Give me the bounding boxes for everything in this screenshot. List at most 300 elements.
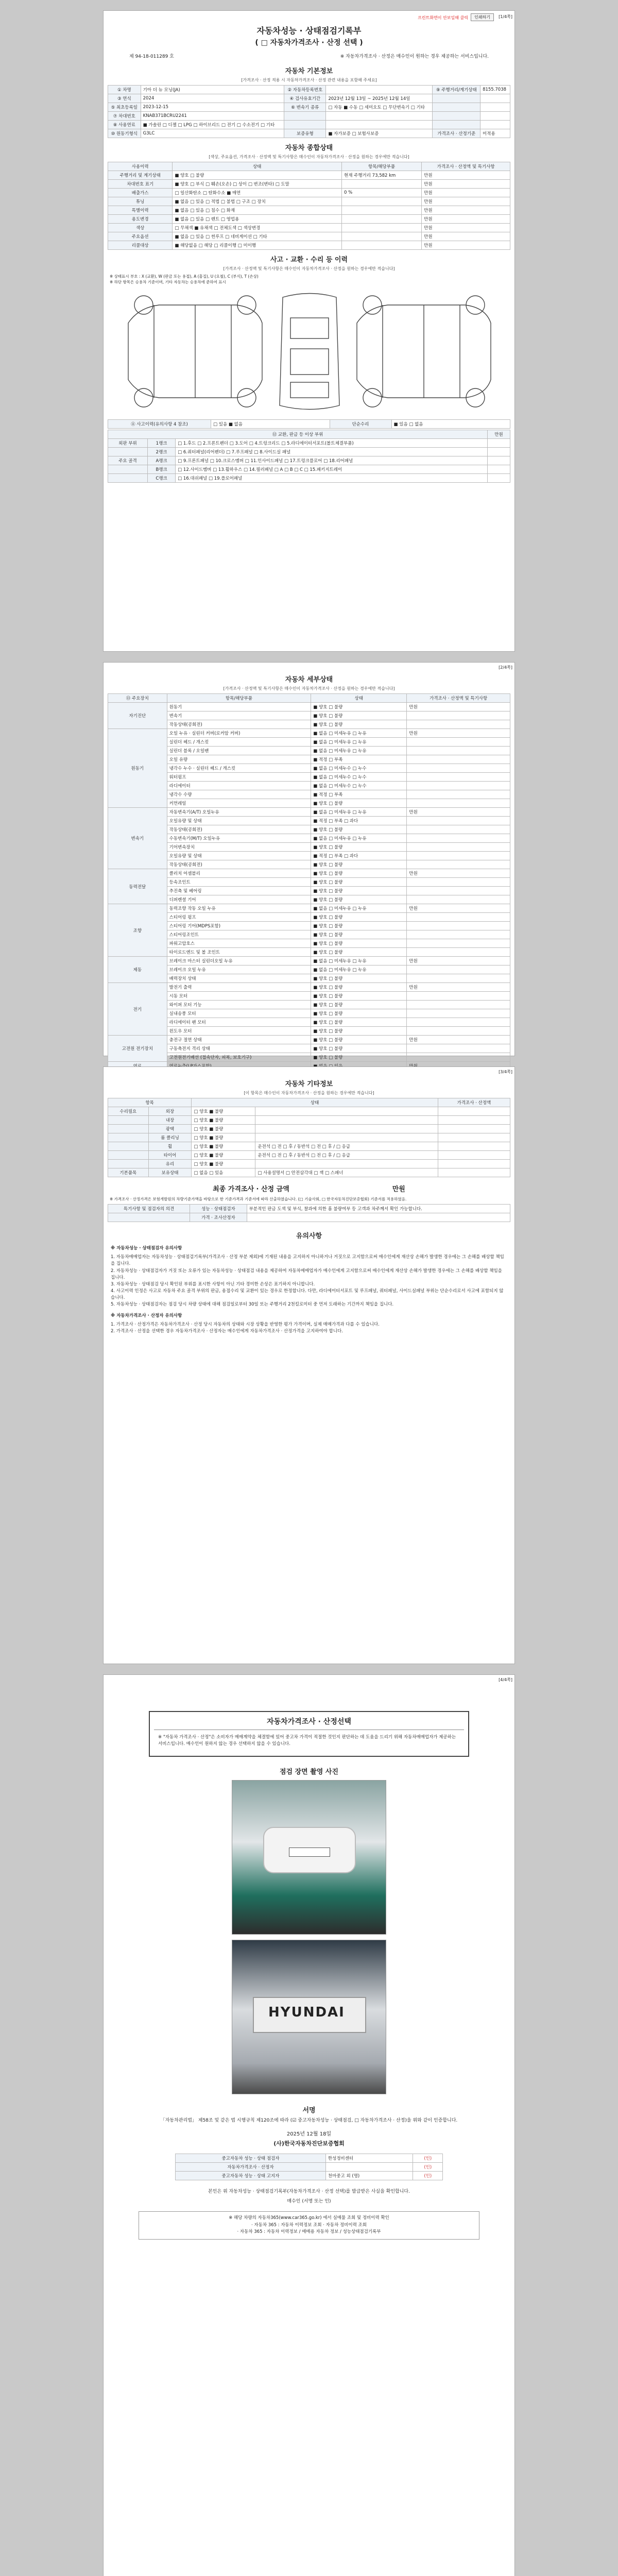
- detail-state: ■ 적정 □ 부족: [311, 755, 407, 764]
- other-detail: □ 사용설명서 □ 안전삼각대 □ 잭 □ 스패너: [255, 1168, 438, 1177]
- car-side-right: [357, 296, 491, 407]
- other-price: [438, 1125, 510, 1133]
- basic-value: 기아 더 뉴 모닝(JA): [141, 86, 284, 94]
- detail-price: [407, 825, 510, 834]
- guide-item: 5. 자동차성능 · 상태점검자는 점검 당시 차량 상태에 대해 점검일로부터 30일 또는 주행거리 2천킬로미터 중 먼저 도래하는 기간까지 책임을 집니다.: [111, 1302, 394, 1308]
- detail-price: 만원: [407, 808, 510, 817]
- basic-row: [108, 121, 510, 129]
- detail-group: 변속기: [108, 808, 167, 869]
- detail-row: [108, 703, 510, 711]
- detail-state: ■ 양호 □ 불량: [311, 930, 407, 939]
- other-row: [108, 1125, 510, 1133]
- status-price: 만원: [422, 215, 510, 224]
- other-group: 기본품목: [108, 1168, 149, 1177]
- detail-item: 추진축 및 베어링: [167, 887, 311, 895]
- sign-text: 「자동차관리법」 제58조 및 같은 법 시행규칙 제120조에 따라 (☑ 중고자동차성능 · 상태점검, □ 자동차가격조사 · 산정)을 위와 같이 인증합니다.: [160, 2117, 458, 2123]
- detail-price: [407, 764, 510, 773]
- detail-state: ■ 양호 □ 불량: [311, 983, 407, 992]
- detail-item: 냉각수 누수 · 실린더 헤드 / 개스킷: [167, 764, 311, 773]
- detail-price: [407, 1001, 510, 1009]
- detail-group: 고전원 전기장치: [108, 1036, 167, 1062]
- basic-value: ■ 가솔린 □ 디젤 □ LPG □ 하이브리드 □ 전기 □ 수소전기 □ 기타: [141, 121, 284, 129]
- other-price: [438, 1160, 510, 1168]
- basic-label: ④ 검사유효기간: [284, 94, 326, 103]
- status-value: □ 일산화탄소 □ 탄화수소 ■ 매연: [173, 189, 342, 197]
- status-label: 튜닝: [108, 197, 173, 206]
- detail-item: 충전구 절연 상태: [167, 1036, 311, 1044]
- detail-price: [407, 948, 510, 957]
- detail-row: [108, 738, 510, 747]
- accident-parts: □ 9.프론트패널 □ 10.크로스멤버 □ 11.인사이드패널 □ 17.트렁크플로어 □ 18.리어패널: [176, 456, 488, 465]
- status-value: □ 무채색 ■ 유채색 □ 전체도색 □ 색상변경: [173, 224, 342, 232]
- detail-item: 오일유량 및 상태: [167, 817, 311, 825]
- other-header: 상태: [192, 1098, 438, 1107]
- detail-item: 자동변속기(A/T) 오일누유: [167, 808, 311, 817]
- status-row: [108, 224, 510, 232]
- detail-item: 구동축전지 격리 상태: [167, 1044, 311, 1053]
- detail-state: ■ 없음 □ 미세누유 □ 누유: [311, 965, 407, 974]
- detail-item: 스티어링 펌프: [167, 913, 311, 922]
- detail-price: [407, 799, 510, 808]
- status-detail: 0 %: [342, 189, 422, 197]
- basic-label: [433, 112, 480, 121]
- other-row: [108, 1142, 510, 1151]
- detail-row: [108, 895, 510, 904]
- detail-row: [108, 860, 510, 869]
- remarks-table: [108, 1204, 510, 1222]
- detail-state: ■ 적정 □ 부족 □ 과다: [311, 852, 407, 860]
- car-top-view: [280, 294, 339, 410]
- other-price: [438, 1168, 510, 1177]
- status-label: 주요옵션: [108, 232, 173, 241]
- basic-value: 2023-12-15: [141, 103, 284, 112]
- basic-value: [480, 112, 510, 121]
- other-item: 광택: [148, 1125, 192, 1133]
- accident-rank: 1랭크: [147, 439, 175, 448]
- accident-parts-row: [108, 474, 510, 483]
- detail-state: ■ 양호 □ 불량: [311, 992, 407, 1001]
- page-number: [1/4쪽]: [499, 14, 512, 19]
- inspection-photo-front: [232, 1780, 386, 1935]
- other-item: 휠: [148, 1142, 192, 1151]
- detail-row: [108, 869, 510, 878]
- status-label: 차대번호 표기: [108, 180, 173, 189]
- footer-line-2: · 자동차 365 : 자동차 이력정보 조회 · 자동차 정비이력 조회: [251, 2222, 367, 2228]
- detail-item: 스티어링 기어(MDPS포함): [167, 922, 311, 930]
- other-group: [108, 1116, 149, 1125]
- basic-row: [108, 94, 510, 103]
- accident-area: [108, 474, 148, 483]
- guide-title: 유의사항: [296, 1232, 322, 1240]
- detail-state: ■ 없음 □ 미세누유 □ 누유: [311, 808, 407, 817]
- basic-value: [480, 103, 510, 112]
- other-row: [108, 1116, 510, 1125]
- accident-area: 주요 골격: [108, 456, 148, 465]
- other-detail: 운전석 □ 전 □ 후 / 동반석 □ 전 □ 후 / □ 응급: [255, 1151, 438, 1160]
- other-header: 항목: [108, 1098, 192, 1107]
- basic-row: [108, 129, 510, 138]
- detail-item: 기어변속장치: [167, 843, 311, 852]
- detail-item: 원동기: [167, 703, 311, 711]
- signer-row: [176, 2163, 443, 2172]
- accident-parts-row: [108, 465, 510, 474]
- basic-value: [326, 112, 433, 121]
- status-header: 가격조사 · 산정액 및 특기사항: [422, 162, 510, 171]
- detail-row: [108, 790, 510, 799]
- status-detail: [342, 224, 422, 232]
- other-row: [108, 1133, 510, 1142]
- detail-state: ■ 적정 □ 부족: [311, 790, 407, 799]
- detail-price: 만원: [407, 703, 510, 711]
- detail-item: 워터펌프: [167, 773, 311, 782]
- page-2: [103, 662, 515, 1060]
- detail-state: ■ 없음 □ 미세누유 □ 누유: [311, 747, 407, 755]
- accident-note-1: ※ 상태표시 부호 : X (교환), W (판금 또는 용접), A (흠집), U (요철), C (부식), T (손상): [110, 274, 259, 279]
- guide-heading-2: ※ 자동차가격조사 · 산정자 유의사항: [111, 1313, 182, 1318]
- basic-value: [480, 121, 510, 129]
- status-label: 주행거리 및 계기상태: [108, 171, 173, 180]
- detail-row: [108, 808, 510, 817]
- detail-group: 원동기: [108, 729, 167, 808]
- detail-item: 동력조향 작동 오일 누유: [167, 904, 311, 913]
- signer-row: [176, 2154, 443, 2163]
- detail-item: 라디에이터 팬 모터: [167, 1018, 311, 1027]
- detail-price: [407, 1053, 510, 1062]
- final-price-label: 최종 가격조사 · 산정 금액: [213, 1185, 289, 1193]
- detail-price: [407, 720, 510, 729]
- detail-item: 작동상태(공회전): [167, 825, 311, 834]
- other-state: □ 양호 ■ 불량: [192, 1160, 255, 1168]
- detail-price: [407, 974, 510, 983]
- accident-price-cell: [488, 474, 510, 483]
- detail-row: [108, 913, 510, 922]
- detail-row: [108, 1009, 510, 1018]
- accident-parts-title: ⑫ 교환, 판금 등 이상 부위: [108, 430, 488, 439]
- status-price: 만원: [422, 197, 510, 206]
- detail-state: ■ 양호 □ 불량: [311, 860, 407, 869]
- signer-name: 한성정비센터: [325, 2154, 413, 2163]
- basic-value: [326, 86, 433, 94]
- detail-row: [108, 887, 510, 895]
- basic-label: ⑤ 최초등록일: [108, 103, 141, 112]
- accident-parts-row: [108, 448, 510, 456]
- status-row: [108, 215, 510, 224]
- accident-rank: 2랭크: [147, 448, 175, 456]
- guide-item: 3. 자동차성능 · 상태점검 당시 확인된 부위를 표시한 사항이 아닌 기타 경미한 손상은 표기하지 아니합니다.: [111, 1281, 315, 1287]
- signer-name: [325, 2163, 413, 2172]
- other-detail: [255, 1125, 438, 1133]
- footer-line-3: · 자동차 365 : 자동차 이력정보 / 매매용 자동차 정보 / 성능상태점검기록부: [237, 2229, 381, 2235]
- detail-state: ■ 양호 □ 불량: [311, 1018, 407, 1027]
- detail-state: ■ 양호 □ 불량: [311, 1053, 407, 1062]
- detail-state: ■ 양호 □ 불량: [311, 869, 407, 878]
- accident-label: ⑪ 사고이력(유의사항 4 참조): [108, 420, 211, 429]
- detail-item: 파워고압호스: [167, 939, 311, 948]
- status-price: 만원: [422, 171, 510, 180]
- remark-role: 가격 · 조사산정자: [190, 1213, 247, 1222]
- basic-info-table: [108, 85, 510, 138]
- status-detail: [342, 232, 422, 241]
- status-row: [108, 232, 510, 241]
- sign-date: 2025년 12월 18일: [286, 2131, 332, 2137]
- accident-rank: A랭크: [147, 456, 175, 465]
- other-price: [438, 1107, 510, 1116]
- basic-row: [108, 112, 510, 121]
- footer-line-1: ※ 해당 차량의 자동차365(www.car365.go.kr) 에서 실매물 조회 및 정비이력 확인: [229, 2215, 389, 2221]
- photo-title: 점검 장면 촬영 사진: [279, 1768, 339, 1776]
- status-detail: [342, 180, 422, 189]
- other-item: 유리: [148, 1160, 192, 1168]
- detail-item: 변속기: [167, 711, 311, 720]
- other-group: [108, 1142, 149, 1151]
- detail-group: 조향: [108, 904, 167, 957]
- status-row: [108, 180, 510, 189]
- receiver-sign: 매수인 (서명 또는 인): [287, 2199, 331, 2204]
- detail-row: [108, 930, 510, 939]
- detail-price: [407, 843, 510, 852]
- detail-price: [407, 817, 510, 825]
- other-price: [438, 1142, 510, 1151]
- detail-item: 스티어링조인트: [167, 930, 311, 939]
- detail-price: 만원: [407, 904, 510, 913]
- detail-group: 전기: [108, 983, 167, 1036]
- detail-row: [108, 1044, 510, 1053]
- detail-state: ■ 양호 □ 불량: [311, 878, 407, 887]
- basic-value: [326, 121, 433, 129]
- other-group: [108, 1133, 149, 1142]
- status-detail: [342, 206, 422, 215]
- detail-price: 만원: [407, 983, 510, 992]
- basic-label: [433, 103, 480, 112]
- detail-header: 상태: [311, 694, 407, 703]
- status-row: [108, 171, 510, 180]
- detail-price: [407, 1044, 510, 1053]
- detail-price: 만원: [407, 869, 510, 878]
- basic-info-title: 자동차 기본정보: [285, 67, 333, 75]
- accident-parts: □ 6.쿼터패널(리어펜더) □ 7.루프패널 □ 8.사이드실 패널: [176, 448, 488, 456]
- basic-label: ⑨ 주행거리/계기상태: [433, 86, 480, 94]
- signer-row: [176, 2172, 443, 2180]
- detail-price: [407, 878, 510, 887]
- detail-price: [407, 1027, 510, 1036]
- detail-row: [108, 1027, 510, 1036]
- other-detail: [255, 1133, 438, 1142]
- remark-text: 부분적인 판금 도색 및 부식, 찰과에 의한 흠 불량여부 등 고객과 차주께서 확인 가능합니다.: [247, 1205, 510, 1213]
- detail-header: ⑬ 주요장치: [108, 694, 167, 703]
- detail-row: [108, 1053, 510, 1062]
- detail-price: [407, 992, 510, 1001]
- status-value: ■ 없음 □ 있음 □ 적법 □ 불법 □ 구조 □ 장치: [173, 197, 342, 206]
- remark-role: 성능 · 상태점검자: [190, 1205, 247, 1213]
- accident-parts-row: [108, 456, 510, 465]
- remark-label: 특기사항 및 점검자의 의견: [108, 1205, 190, 1213]
- other-row: [108, 1151, 510, 1160]
- detail-state: ■ 양호 □ 불량: [311, 825, 407, 834]
- detail-row: [108, 965, 510, 974]
- detail-state: ■ 양호 □ 불량: [311, 895, 407, 904]
- other-detail: 운전석 □ 전 □ 후 / 동반석 □ 전 □ 후 / □ 응급: [255, 1142, 438, 1151]
- accident-price-cell: [488, 439, 510, 448]
- detail-item: 실린더 블록 / 오일팬: [167, 747, 311, 755]
- detail-price: [407, 1018, 510, 1027]
- detail-row: [108, 983, 510, 992]
- other-group: 수리필요: [108, 1107, 149, 1116]
- detail-price: [407, 773, 510, 782]
- status-value: ■ 해당없음 □ 해당 □ 리콜이행 □ 미이행: [173, 241, 342, 250]
- basic-value: □ 자동 ■ 수동 □ 세미오토 □ 무단변속기 □ 기타: [326, 103, 433, 112]
- other-item: 내장: [148, 1116, 192, 1125]
- detail-state: ■ 양호 □ 불량: [311, 922, 407, 930]
- status-label: 색상: [108, 224, 173, 232]
- detail-item: 고전원전기배선 (접속단자, 피복, 보호기구): [167, 1053, 311, 1062]
- other-state: □ 양호 ■ 불량: [192, 1142, 255, 1151]
- remark-row: [108, 1205, 510, 1213]
- detail-item: 브레이크 오일 누유: [167, 965, 311, 974]
- remark-label: [108, 1213, 190, 1222]
- simple-repair-label: 단순수리: [330, 420, 391, 429]
- page-number: [4/4쪽]: [499, 1677, 512, 1682]
- detail-item: 커먼레일: [167, 799, 311, 808]
- status-row: [108, 206, 510, 215]
- detail-state: ■ 양호 □ 불량: [311, 913, 407, 922]
- detail-price: [407, 782, 510, 790]
- price-selection-title: 자동차가격조사 · 산정선택: [154, 1716, 464, 1730]
- other-info-title: 자동차 기타정보: [285, 1080, 333, 1088]
- status-label: 리콜대상: [108, 241, 173, 250]
- other-header: 가격조사 · 산정액: [438, 1098, 510, 1107]
- basic-row: [108, 103, 510, 112]
- print-help-link[interactable]: 프린트화면이 안보일때 클릭: [418, 15, 468, 20]
- detail-row: [108, 720, 510, 729]
- detail-item: 오일 유량: [167, 755, 311, 764]
- other-info-table: [108, 1098, 510, 1177]
- detail-state: ■ 양호 □ 불량: [311, 974, 407, 983]
- detail-price: [407, 747, 510, 755]
- detail-price: [407, 930, 510, 939]
- accident-area: 외판 부위: [108, 439, 148, 448]
- car-side-left: [128, 296, 262, 407]
- status-header: 상태: [173, 162, 342, 171]
- detail-row: [108, 773, 510, 782]
- other-info-subtitle: [이 항목은 매수인이 자동차가격조사 · 산정을 원하는 경우에만 적습니다]: [244, 1091, 374, 1095]
- status-header: 사용이력: [108, 162, 173, 171]
- detail-state: ■ 양호 □ 불량: [311, 939, 407, 948]
- other-detail: [255, 1160, 438, 1168]
- other-item: 타이어: [148, 1151, 192, 1160]
- status-value: ■ 양호 □ 불량: [173, 171, 342, 180]
- detail-row: [108, 1036, 510, 1044]
- detail-price: [407, 895, 510, 904]
- accident-value: □ 있음 ■ 없음: [211, 420, 330, 429]
- rear-badge-text: HYUNDAI: [268, 2004, 345, 2020]
- status-header: 항목/해당부품: [342, 162, 422, 171]
- detail-price: 만원: [407, 1036, 510, 1044]
- detail-table: [108, 693, 510, 1071]
- detail-group: 제동: [108, 957, 167, 983]
- status-detail: [342, 241, 422, 250]
- detail-group: 자기진단: [108, 703, 167, 729]
- accident-price-cell: [488, 465, 510, 474]
- basic-info-subtitle: [가격조사 · 산정 적용 시 자동차가격조사 · 산정 관련 내용을 포함해 주세요]: [241, 78, 377, 82]
- accident-parts-row: [108, 439, 510, 448]
- detail-state: ■ 양호 □ 불량: [311, 887, 407, 895]
- price-notice: ※ 가격조사 · 산정가격은 보험개발원의 차량기준가액을 바탕으로 한 기준가격과 기준서에 따라 산출하였습니다. (□ 기술사회, □ 한국자동차진단보증협회) 기준서를 적용하였음.: [110, 1197, 407, 1201]
- document-number: 제 94-18-011289 호: [129, 54, 174, 59]
- basic-value: ■ 자가보증 □ 보험사보증: [326, 129, 433, 138]
- detail-state: ■ 양호 □ 불량: [311, 1009, 407, 1018]
- other-price: [438, 1151, 510, 1160]
- status-label: 용도변경: [108, 215, 173, 224]
- remark-row: [108, 1213, 510, 1222]
- basic-label: [433, 94, 480, 103]
- status-price: 만원: [422, 241, 510, 250]
- other-price: [438, 1133, 510, 1142]
- accident-title: 사고 · 교환 · 수리 등 이력: [270, 256, 348, 264]
- detail-row: [108, 782, 510, 790]
- detail-state: ■ 없음 □ 미세누수 □ 누수: [311, 764, 407, 773]
- detail-item: 라디에이터: [167, 782, 311, 790]
- page-3: [103, 1066, 515, 1664]
- status-detail: [342, 215, 422, 224]
- other-item: 룸 클리닝: [148, 1133, 192, 1142]
- detail-row: [108, 834, 510, 843]
- document-notice: ※ 자동차가격조사 · 산정은 매수인이 원하는 경우 제공하는 서비스입니다.: [340, 54, 489, 59]
- status-value: ■ 없음 □ 있음 □ 렌트 □ 영업용: [173, 215, 342, 224]
- status-value: ■ 없음 □ 있음 □ 침수 □ 화재: [173, 206, 342, 215]
- detail-item: 배력장치 상태: [167, 974, 311, 983]
- print-button[interactable]: 인쇄하기: [471, 13, 494, 21]
- accident-note-2: ※ 하단 항목은 승용차 기준이며, 기타 자동차는 승용차에 준하여 표시: [110, 280, 226, 284]
- accident-history-table: [108, 419, 510, 429]
- detail-price: [407, 852, 510, 860]
- detail-row: [108, 904, 510, 913]
- document-title: 자동차성능 · 상태점검기록부: [256, 26, 362, 36]
- signer-role: 자동차가격조사 · 산정자: [176, 2163, 326, 2172]
- basic-label: ① 차명: [108, 86, 141, 94]
- detail-state: ■ 적정 □ 부족 □ 과다: [311, 817, 407, 825]
- status-price: 만원: [422, 180, 510, 189]
- status-value: ■ 양호 □ 부식 □ 훼손(오손) □ 상이 □ 변조(변타) □ 도말: [173, 180, 342, 189]
- detail-price: [407, 755, 510, 764]
- detail-group: 동력전달: [108, 869, 167, 904]
- status-label: 특별이력: [108, 206, 173, 215]
- signer-name: 천마중고 외 (명): [325, 2172, 413, 2180]
- detail-row: [108, 799, 510, 808]
- status-subtitle: [색상, 주요옵션, 가격조사 · 산정액 및 특기사항은 매수인이 자동차가격조사 · 산정을 원하는 경우에만 적습니다]: [209, 155, 409, 159]
- other-state: □ 양호 ■ 불량: [192, 1133, 255, 1142]
- other-detail: [255, 1107, 438, 1116]
- detail-state: ■ 양호 □ 불량: [311, 948, 407, 957]
- status-value: ■ 없음 □ 있음 □ 썬루프 □ 네비게이션 □ 기타: [173, 232, 342, 241]
- detail-state: ■ 없음 □ 미세누유 □ 누유: [311, 834, 407, 843]
- detail-item: 클러치 어셈블리: [167, 869, 311, 878]
- other-price: [438, 1116, 510, 1125]
- detail-item: 냉각수 수량: [167, 790, 311, 799]
- basic-value: 미적용: [480, 129, 510, 138]
- detail-subtitle: [가격조사 · 산정액 및 특기사항은 매수인이 자동차가격조사 · 산정을 원하는 경우에만 적습니다]: [223, 686, 395, 691]
- detail-item: 실내송풍 모터: [167, 1009, 311, 1018]
- detail-row: [108, 825, 510, 834]
- signer-seal: (인): [413, 2172, 443, 2180]
- status-label: 배출가스: [108, 189, 173, 197]
- detail-price: [407, 790, 510, 799]
- detail-state: ■ 양호 □ 불량: [311, 1044, 407, 1053]
- basic-label: ⑥ 변속기 종류: [284, 103, 326, 112]
- basic-value: KNAB371BCRU2241: [141, 112, 284, 121]
- price-selection-text: ※ "자동차 가격조사 · 산정"은 소비자가 매매계약을 체결함에 있어 중고차 가격이 적절한 것인지 판단하는 데 도움을 드리기 위해 자동차매매업자가 제공하는 서비스입니다. 매수인이 원하지 않는 경우 선택하지 않을 수 있습니다.: [158, 1735, 456, 1747]
- other-detail: [255, 1116, 438, 1125]
- detail-state: ■ 양호 □ 불량: [311, 843, 407, 852]
